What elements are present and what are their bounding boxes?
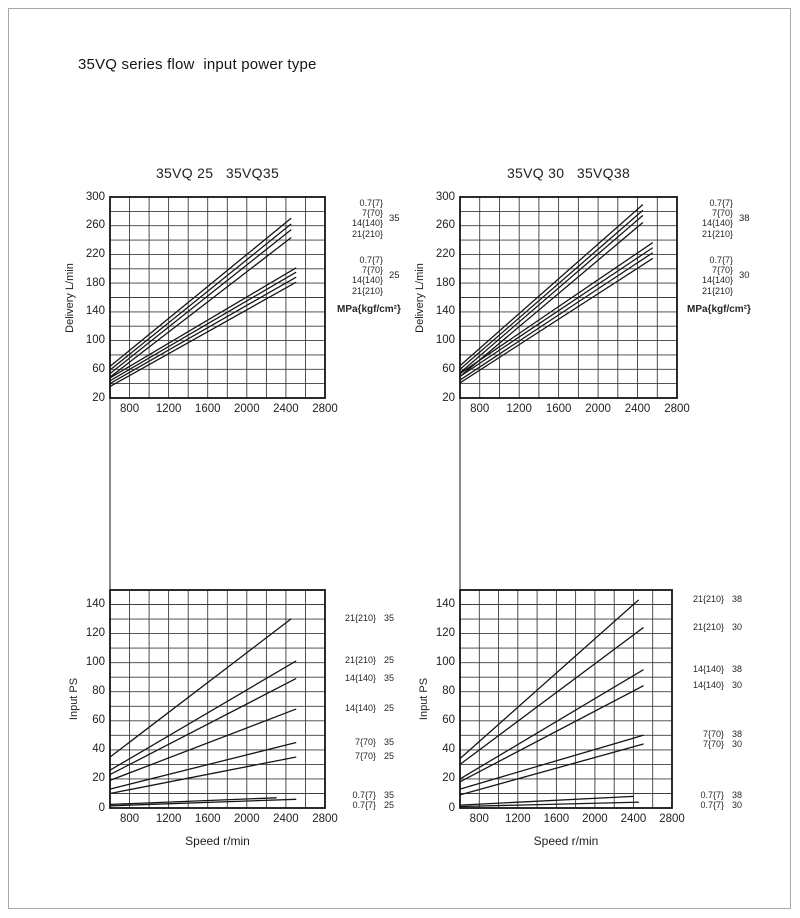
y-tick-label: 20 — [92, 772, 105, 785]
y-tick-label: 260 — [435, 219, 455, 232]
y-tick-label: 40 — [92, 743, 105, 756]
legend-displacement-label: 30 — [732, 800, 743, 810]
x-tick-label: 2400 — [624, 403, 651, 415]
series-line — [110, 282, 296, 386]
speed-axis-label: Speed r/min — [185, 834, 250, 848]
x-tick-label: 1200 — [155, 403, 182, 415]
series-line — [110, 230, 291, 374]
legend-displacement-label: 35 — [384, 736, 395, 747]
legend-displacement-label: 30 — [732, 679, 743, 690]
y-tick-label: 180 — [435, 276, 455, 289]
x-tick-label: 2800 — [312, 813, 338, 825]
legend-displacement-label: 38 — [732, 729, 743, 740]
legend-pressure-label: 0.7{7} — [359, 255, 383, 265]
series-line — [110, 219, 291, 367]
series-line — [460, 744, 643, 795]
y-tick-label: 100 — [85, 334, 105, 347]
series-line — [460, 243, 652, 374]
legend-displacement-label: 25 — [384, 655, 395, 666]
series-line — [110, 238, 291, 377]
delivery-axis-label: Delivery L/min — [414, 262, 427, 333]
y-tick-label: 60 — [442, 362, 455, 375]
y-tick-label: 140 — [435, 598, 455, 611]
series-line — [460, 253, 652, 380]
legend-displacement-label: 38 — [732, 594, 743, 605]
y-tick-label: 60 — [92, 362, 105, 375]
x-tick-label: 1200 — [506, 403, 532, 415]
y-tick-label: 180 — [85, 276, 105, 289]
x-tick-label: 800 — [470, 403, 490, 415]
series-line — [110, 268, 296, 378]
x-tick-label: 1600 — [194, 813, 221, 825]
legend-pressure-label: 14{140} — [344, 703, 376, 714]
legend-displacement-label: 25 — [389, 270, 400, 281]
y-tick-label: 0 — [448, 801, 455, 814]
y-tick-label: 20 — [442, 772, 455, 785]
x-tick-label: 1600 — [543, 813, 570, 825]
x-tick-label: 2400 — [273, 403, 299, 415]
legend-pressure-label: 21{210} — [692, 594, 724, 605]
legend-pressure-label: 14{140} — [351, 218, 383, 229]
legend-displacement-label: 25 — [384, 751, 395, 762]
x-tick-label: 2800 — [664, 403, 690, 415]
x-tick-label: 2000 — [585, 403, 611, 415]
legend-pressure-label: 21{210} — [351, 285, 383, 296]
legend-pressure-label: 21{210} — [701, 285, 733, 296]
series-line — [110, 757, 296, 793]
y-tick-label: 140 — [85, 598, 105, 611]
legend-pressure-label: 0.7{7} — [700, 790, 724, 800]
legend-displacement-label: 30 — [739, 270, 750, 281]
x-tick-label: 2400 — [273, 813, 299, 825]
legend-pressure-label: 7{70} — [711, 265, 733, 276]
y-tick-label: 100 — [435, 656, 455, 669]
legend-pressure-label: 0.7{7} — [709, 255, 733, 265]
grid-lines — [460, 590, 672, 808]
legend-pressure-label: 7{70} — [354, 736, 376, 747]
legend-pressure-label: 21{210} — [344, 613, 376, 624]
x-tick-label: 1200 — [155, 813, 182, 825]
legend-pressure-label: 14{140} — [692, 663, 724, 674]
y-tick-label: 260 — [85, 219, 105, 232]
legend-pressure-label: 14{140} — [701, 218, 733, 229]
legend-pressure-label: 14{140} — [701, 275, 733, 286]
y-tick-label: 220 — [85, 247, 105, 260]
legend-displacement-label: 38 — [732, 663, 743, 674]
input-ps-axis-label: Input PS — [418, 677, 431, 721]
legend-pressure-label: 0.7{7} — [352, 800, 376, 810]
y-tick-label: 100 — [435, 334, 455, 347]
series-line — [110, 277, 296, 383]
x-tick-label: 2000 — [234, 813, 260, 825]
legend-pressure-label: 7{70} — [361, 265, 383, 276]
legend-pressure-label: 14{140} — [692, 679, 724, 690]
legend-displacement-label: 25 — [384, 800, 395, 810]
y-tick-label: 20 — [442, 391, 455, 404]
legend-displacement-label: 30 — [732, 739, 743, 750]
legend-displacement-label: 35 — [384, 790, 395, 800]
x-tick-label: 800 — [119, 403, 140, 415]
legend-pressure-label: 21{210} — [701, 228, 733, 239]
grid-lines — [110, 590, 325, 808]
series-line — [460, 211, 643, 370]
plot-border — [460, 590, 672, 808]
delivery-axis-label: Delivery L/min — [64, 262, 77, 333]
legend-displacement-label: 38 — [739, 213, 750, 224]
y-tick-label: 60 — [442, 714, 455, 727]
page-title: 35VQ series flow input power type — [78, 56, 317, 73]
pressure-unit-label: MPa{kgf/cm²} — [337, 304, 401, 315]
x-tick-label: 800 — [469, 813, 489, 825]
speed-axis-label: Speed r/min — [533, 834, 599, 848]
input-ps-axis-label: Input PS — [68, 677, 81, 721]
legend-pressure-label: 0.7{7} — [709, 198, 733, 208]
x-tick-label: 2400 — [620, 813, 647, 825]
y-tick-label: 80 — [92, 685, 105, 698]
legend-pressure-label: 7{70} — [711, 208, 733, 219]
y-tick-label: 300 — [435, 190, 455, 203]
x-tick-label: 2800 — [659, 813, 685, 825]
legend-pressure-label: 7{70} — [361, 208, 383, 219]
y-tick-label: 0 — [98, 801, 105, 814]
legend-pressure-label: 21{210} — [351, 228, 383, 239]
chart-title: 35VQ 30 35VQ38 — [506, 165, 631, 181]
y-tick-label: 60 — [92, 714, 105, 727]
x-tick-label: 2800 — [312, 403, 338, 415]
legend-displacement-label: 35 — [389, 213, 400, 224]
x-tick-label: 1200 — [505, 813, 531, 825]
grid-lines — [460, 197, 677, 398]
x-tick-label: 1600 — [545, 403, 572, 415]
legend-pressure-label: 7{70} — [354, 751, 376, 762]
legend-displacement-label: 35 — [384, 613, 395, 624]
y-tick-label: 80 — [442, 685, 455, 698]
y-tick-label: 140 — [435, 305, 455, 318]
series-line — [460, 223, 643, 377]
legend-pressure-label: 14{140} — [344, 672, 376, 683]
series-line — [110, 679, 296, 775]
legend-pressure-label: 0.7{7} — [359, 198, 383, 208]
y-tick-label: 20 — [92, 391, 105, 404]
x-tick-label: 800 — [119, 813, 140, 825]
series-line — [460, 259, 652, 383]
legend-displacement-label: 30 — [732, 621, 743, 632]
y-tick-label: 120 — [435, 627, 455, 640]
y-tick-label: 100 — [85, 656, 105, 669]
y-tick-label: 300 — [85, 190, 105, 203]
legend-pressure-label: 0.7{7} — [700, 800, 724, 810]
plot-border — [110, 590, 325, 808]
legend-pressure-label: 14{140} — [351, 275, 383, 286]
x-tick-label: 2000 — [582, 813, 608, 825]
legend-pressure-label: 21{210} — [344, 655, 376, 666]
y-tick-label: 40 — [442, 743, 455, 756]
legend-pressure-label: 21{210} — [692, 621, 724, 632]
series-line — [460, 216, 643, 373]
series-line — [110, 619, 291, 757]
legend-displacement-label: 25 — [384, 703, 395, 714]
y-tick-label: 140 — [85, 305, 105, 318]
x-tick-label: 1600 — [194, 403, 221, 415]
legend-pressure-label: 7{70} — [702, 739, 724, 750]
x-tick-label: 2000 — [234, 403, 260, 415]
chart-title: 35VQ 25 35VQ35 — [155, 165, 280, 181]
legend-pressure-label: 0.7{7} — [352, 790, 376, 800]
legend-displacement-label: 35 — [384, 672, 395, 683]
series-line — [110, 709, 296, 780]
legend-pressure-label: 7{70} — [702, 729, 724, 740]
pressure-unit-label: MPa{kgf/cm²} — [687, 304, 751, 315]
legend-displacement-label: 38 — [732, 790, 743, 800]
series-line — [460, 205, 643, 366]
y-tick-label: 120 — [85, 627, 105, 640]
y-tick-label: 220 — [435, 247, 455, 260]
